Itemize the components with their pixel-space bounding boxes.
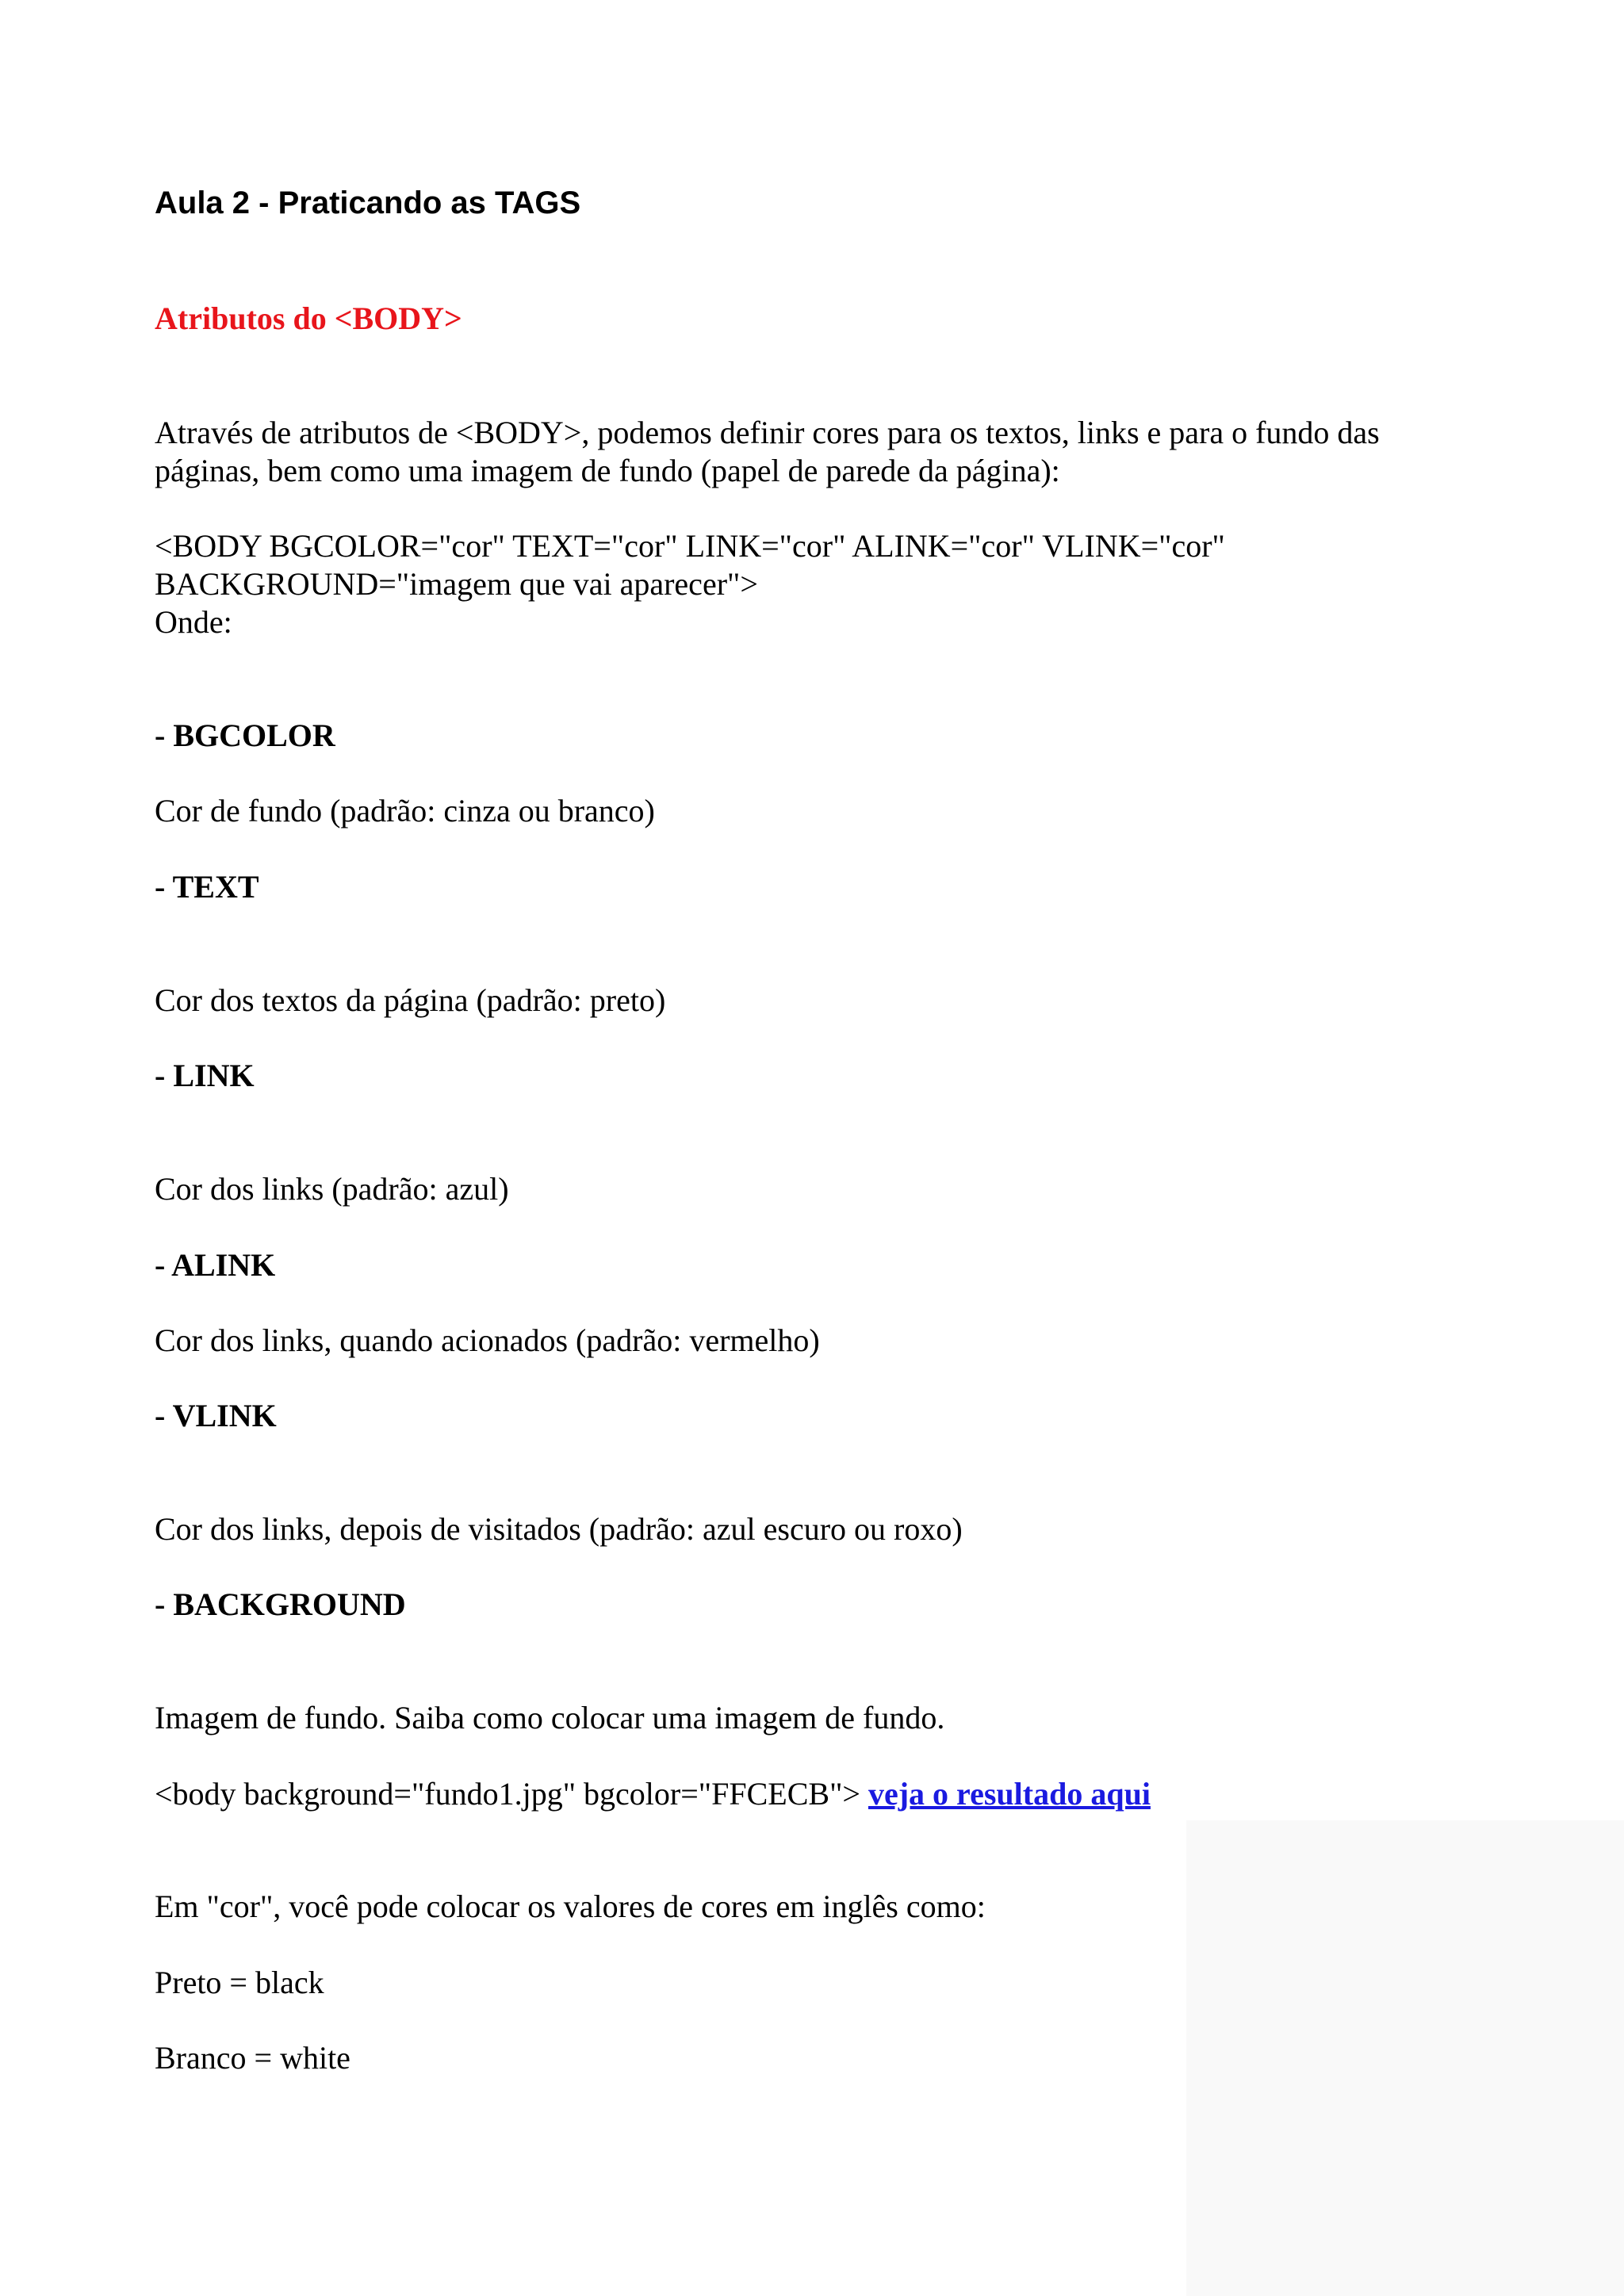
syntax-line-3: Onde: (155, 604, 232, 640)
intro-line-2: páginas, bem como uma imagem de fundo (papel de parede da página): (155, 453, 1060, 488)
color-value-white: Branco = white (155, 2040, 350, 2076)
syntax-line-2: BACKGROUND="imagem que vai aparecer"> (155, 566, 758, 602)
intro-line-1: Através de atributos de <BODY>, podemos definir cores para os textos, links e para o fundo das (155, 415, 1380, 450)
attribute-desc-background: Imagem de fundo. Saiba como colocar uma imagem de fundo. (155, 1700, 945, 1735)
attribute-name-alink: - ALINK (155, 1247, 276, 1283)
page-title: Aula 2 - Praticando as TAGS (155, 186, 581, 220)
attribute-name-bgcolor: - BGCOLOR (155, 718, 335, 753)
attribute-desc-vlink: Cor dos links, depois de visitados (padrão: azul escuro ou roxo) (155, 1511, 963, 1547)
attribute-desc-bgcolor: Cor de fundo (padrão: cinza ou branco) (155, 793, 655, 828)
attribute-name-background: - BACKGROUND (155, 1586, 406, 1622)
section-heading: Atributos do <BODY> (155, 300, 462, 336)
syntax-line-1: <BODY BGCOLOR="cor" TEXT="cor" LINK="cor" ALINK="cor" VLINK="cor" (155, 528, 1225, 564)
result-link[interactable]: veja o resultado aqui (868, 1776, 1151, 1812)
example-code: <body background="fundo1.jpg" bgcolor="FFCECB"> (155, 1776, 860, 1812)
attribute-name-text: - TEXT (155, 869, 259, 905)
attribute-name-link: - LINK (155, 1058, 255, 1093)
attribute-name-vlink: - VLINK (155, 1398, 277, 1433)
example-line (155, 1775, 1151, 1813)
color-value-black: Preto = black (155, 1965, 324, 2000)
colors-intro: Em "cor", você pode colocar os valores de cores em inglês como: (155, 1888, 986, 1924)
attribute-desc-text: Cor dos textos da página (padrão: preto) (155, 982, 666, 1018)
attribute-desc-alink: Cor dos links, quando acionados (padrão: vermelho) (155, 1322, 820, 1358)
page-shadow (1186, 1820, 1624, 2296)
attribute-desc-link: Cor dos links (padrão: azul) (155, 1171, 509, 1207)
